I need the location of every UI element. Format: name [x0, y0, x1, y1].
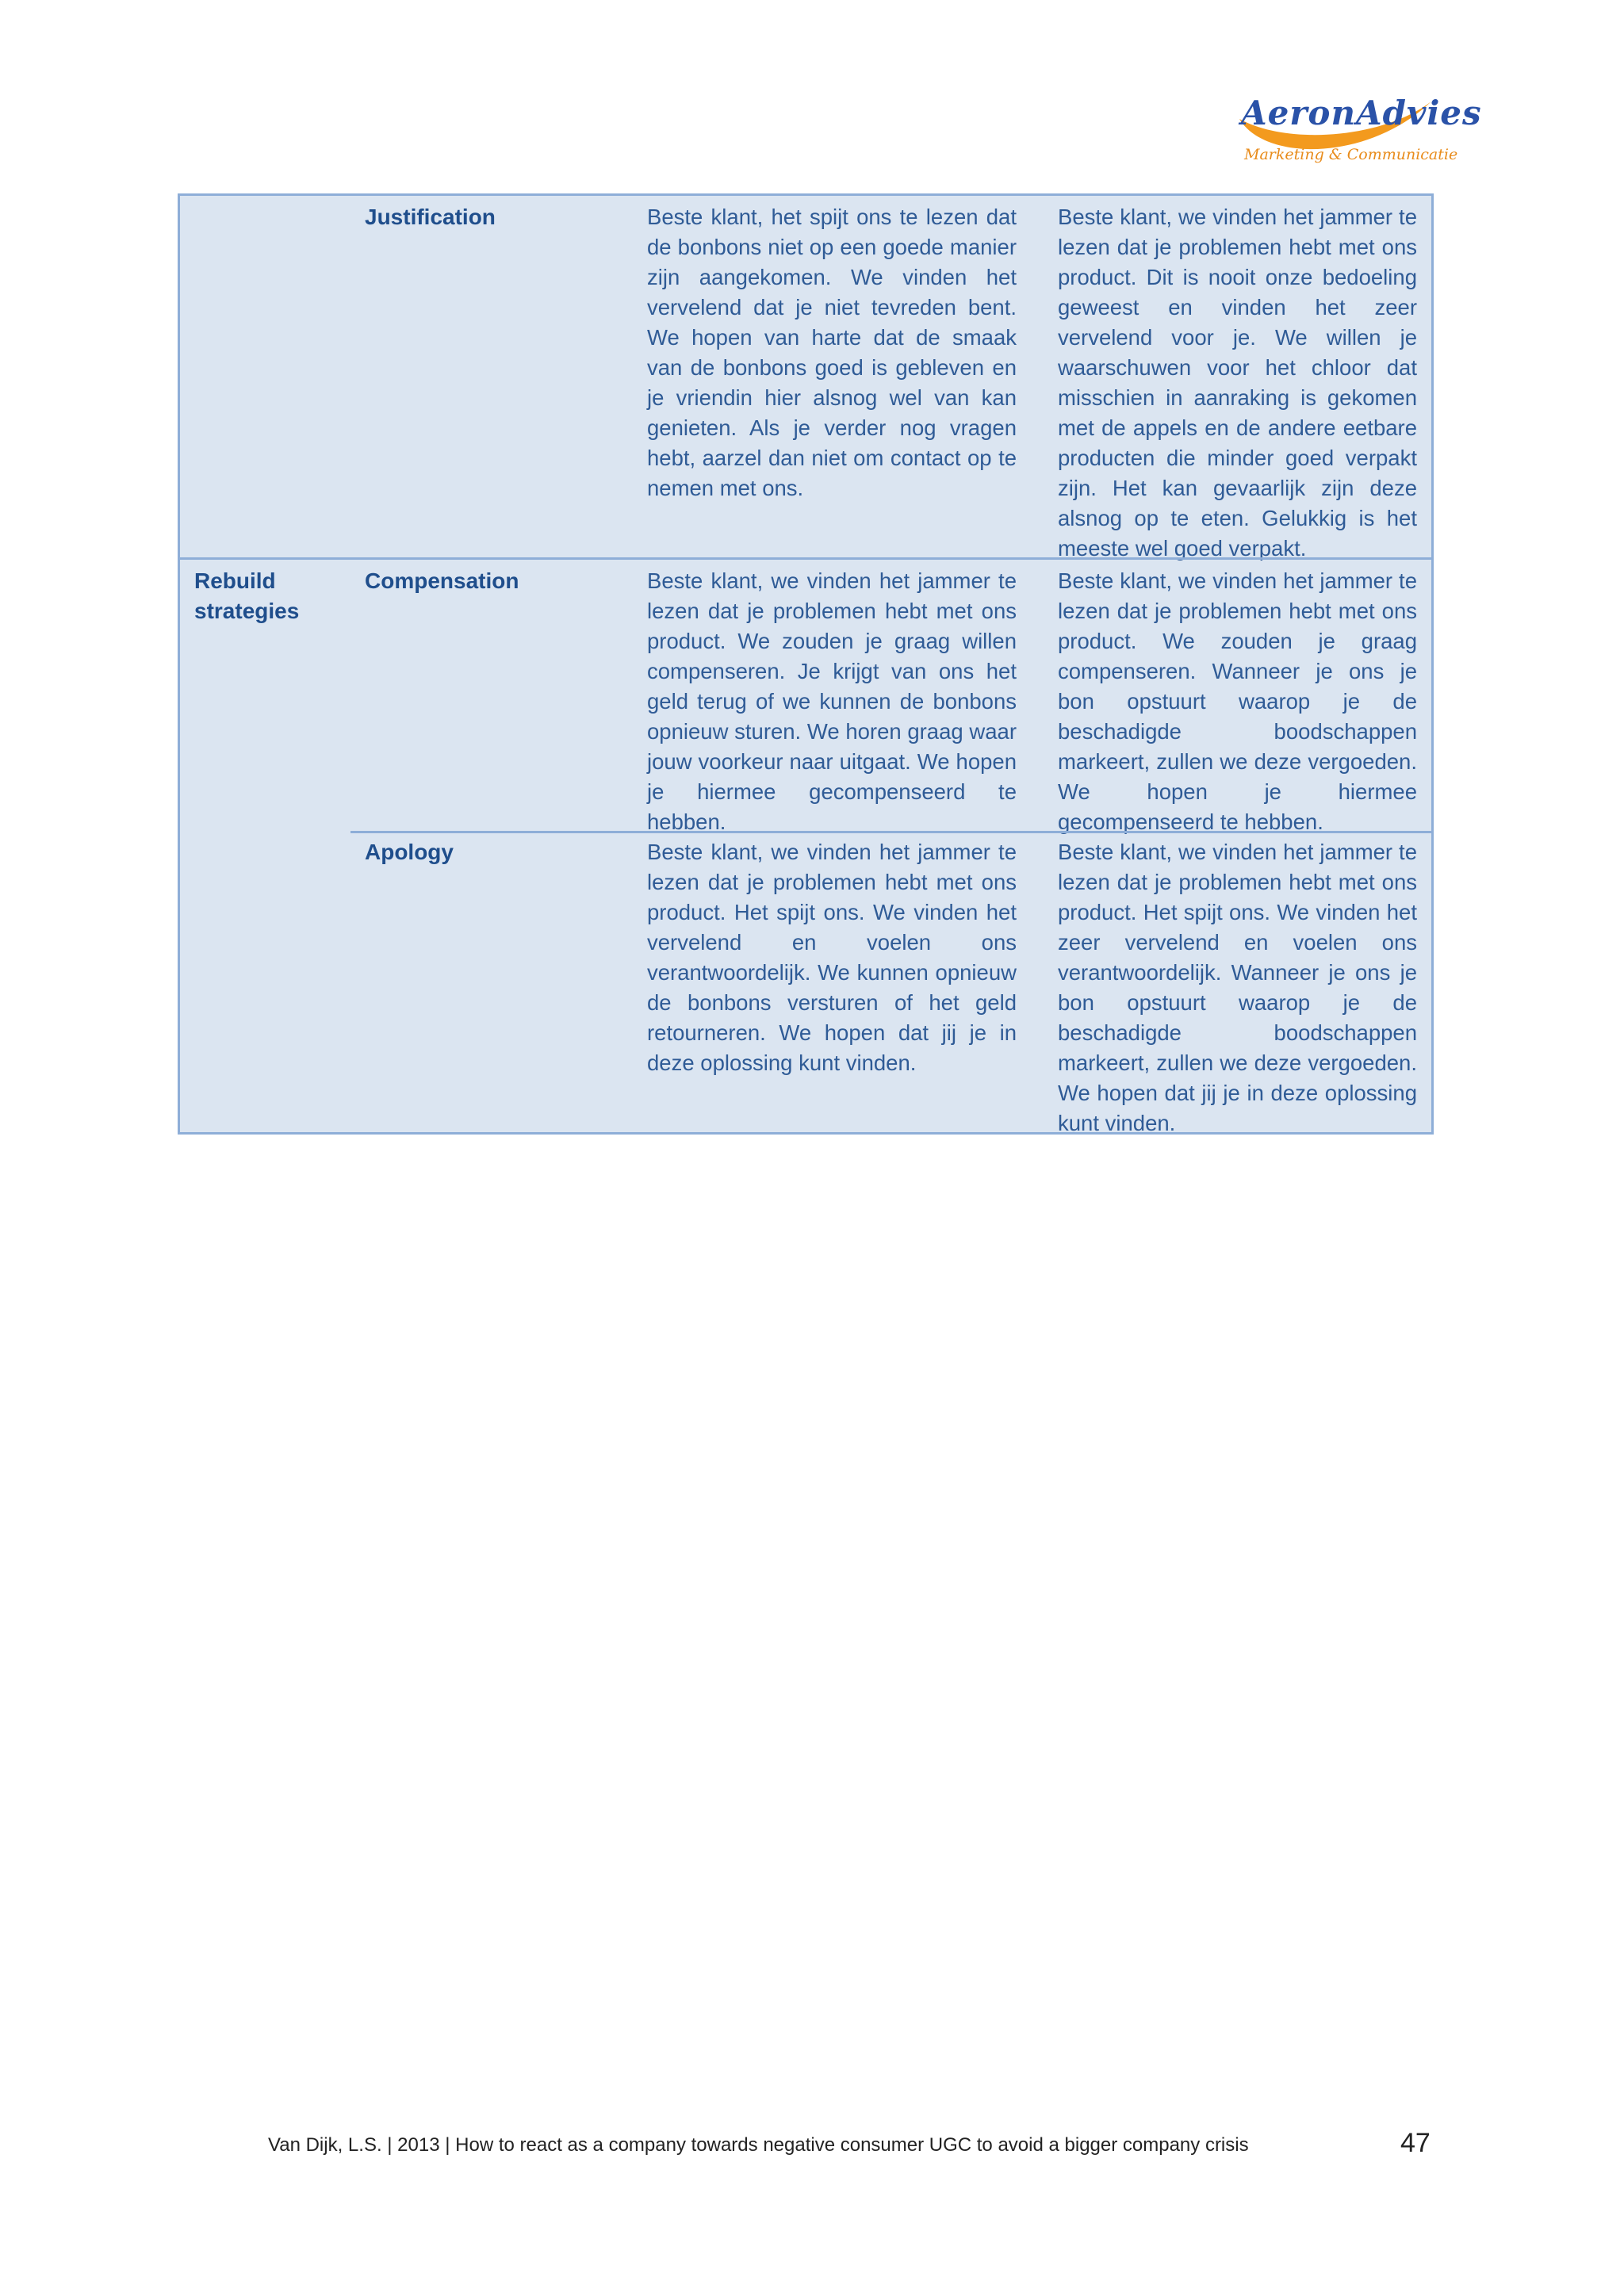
category-cell — [180, 831, 350, 1132]
logo-tagline: Marketing & Communicatie — [1244, 146, 1458, 163]
strategy-cell: Compensation — [365, 568, 519, 593]
row-divider — [350, 831, 1431, 833]
table-row — [180, 196, 1431, 561]
response-text-a: Beste klant, we vinden het jammer te lezen dat je problemen hebt met ons product. We zouden je graag willen compenseren. Je krijgt van ons het geld terug of we kunnen de bonbons opnieuw sturen. We horen graag waar jouw voorkeur naar uitgaat. We hopen je hiermee gecompenseerd te hebben. — [647, 568, 1017, 834]
table-row — [180, 831, 1431, 1135]
response-text-b: Beste klant, we vinden het jammer te lezen dat je problemen hebt met ons product. Dit is nooit onze bedoeling geweest en vinden het zeer vervelend voor je. We willen je waarschuwen voor het chloor dat misschien in aanraking is gekomen met de appels en de andere eetbare producten die minder goed verpakt zijn. Het kan gevaarlijk zijn deze alsnog op te eten. Gelukkig is het meeste wel goed verpakt. — [1058, 205, 1417, 561]
response-text-a: Beste klant, het spijt ons te lezen dat de bonbons niet op een goede manier zijn aangekomen. We vinden het vervelend dat je niet tevreden bent. We hopen van harte dat de smaak van de bonbons goed is gebleven en je vriendin hier alsnog wel van kan genieten. Als je verder nog vragen hebt, aarzel dan niet om contact op te nemen met ons. — [647, 205, 1017, 500]
response-text-a: Beste klant, we vinden het jammer te lezen dat je problemen hebt met ons product. Het spijt ons. We vinden het vervelend en voelen ons verantwoordelijk. We kunnen opnieuw de bonbons versturen of het geld retourneren. We hopen dat jij je in deze oplossing kunt vinden. — [647, 840, 1017, 1075]
category-cell — [180, 196, 350, 557]
company-logo — [1233, 94, 1482, 173]
logo-name: AeronAdvies — [1241, 94, 1482, 132]
response-text-b: Beste klant, we vinden het jammer te lezen dat je problemen hebt met ons product. We zouden je graag compenseren. Wanneer je ons je bon opstuurt waarop je de beschadigde boodschappen markeert, zullen we deze vergoeden. We hopen je hiermee gecompenseerd te hebben. — [1058, 568, 1417, 834]
response-strategies-table — [178, 193, 1434, 1135]
response-text-b: Beste klant, we vinden het jammer te lezen dat je problemen hebt met ons product. Het spijt ons. We vinden het zeer vervelend en voelen ons verantwoordelijk. Wanneer je ons je bon opstuurt waarop je de beschadigde boodschappen markeert, zullen we deze vergoeden. We hopen dat jij je in deze oplossing kunt vinden. — [1058, 840, 1417, 1135]
strategy-cell: Justification — [365, 205, 496, 229]
strategy-cell: Apology — [365, 840, 454, 864]
category-cell: Rebuild strategies — [194, 568, 300, 623]
table-row — [180, 557, 1431, 834]
footer-citation: Van Dijk, L.S. | 2013 | How to react as a company towards negative consumer UGC to avoid a bigger company crisis — [268, 2134, 1249, 2156]
page-number: 47 — [1400, 2128, 1431, 2158]
